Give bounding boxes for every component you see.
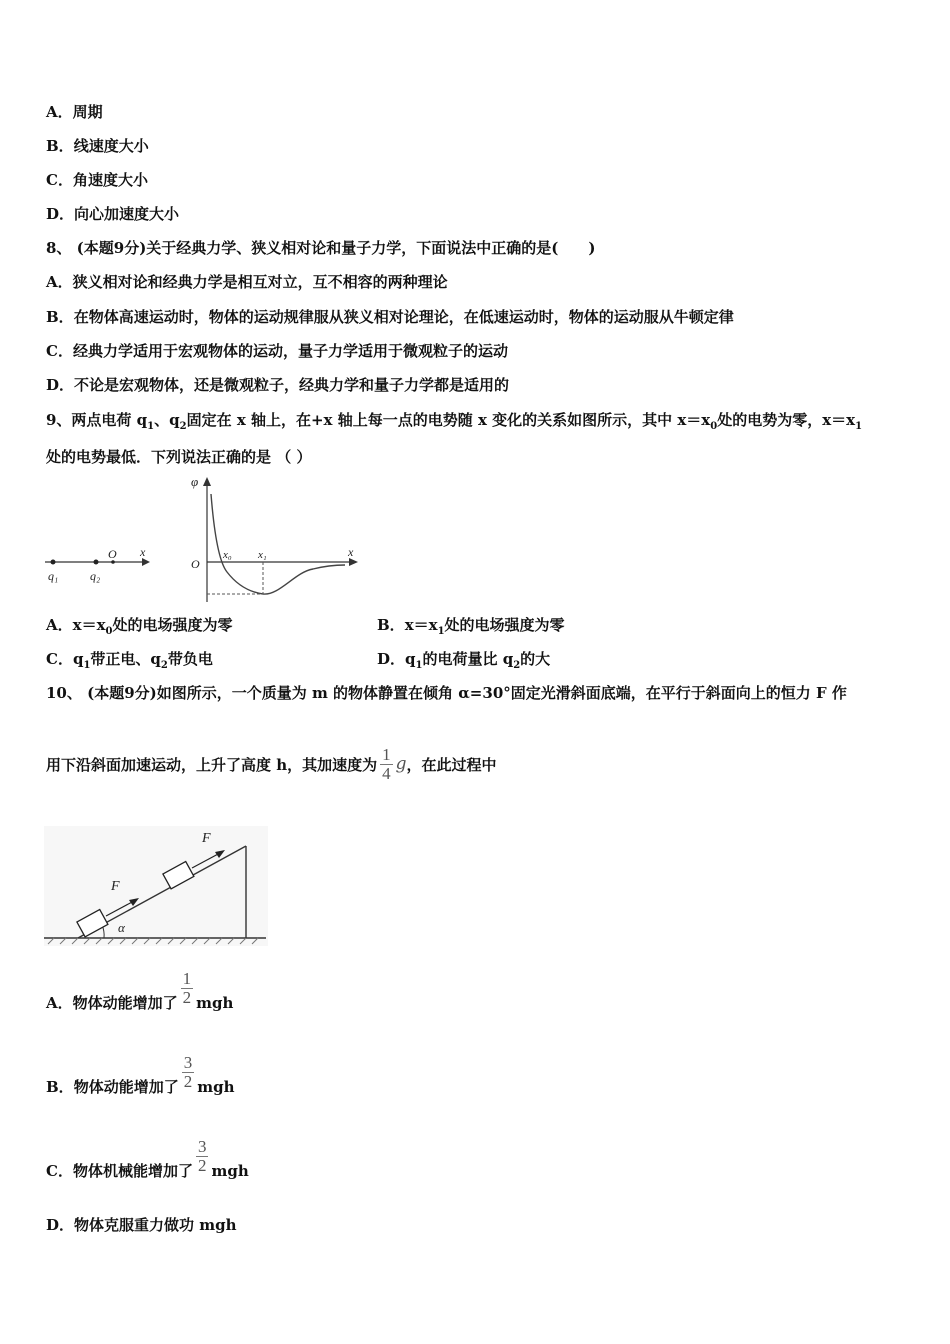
- phi-label: φ: [191, 474, 199, 489]
- q8-option-c: C．经典力学适用于宏观物体的运动，量子力学适用于微观粒子的运动: [46, 342, 508, 360]
- q10-option-b: B．物体动能增加了 $\frac{3}{2}$ mgh: [46, 1052, 235, 1096]
- q7-option-a: A．周期: [46, 103, 103, 121]
- alpha-label: α: [118, 920, 125, 935]
- accel-fraction: $\frac{1}{4}$: [382, 745, 391, 783]
- q9-option-c: C．$q_1$带正电、$q_2$带负电: [46, 650, 213, 671]
- q10-stem-line1: 10、 (本题9分)如图所示，一个质量为 m 的物体静置在倾角 α=30°固定光滑斜面底端，在平行于斜面向上的恒力 F 作: [46, 684, 847, 702]
- q9-option-d: D．$q_1$的电荷量比 $q_2$的大: [377, 650, 551, 671]
- potential-curve: [211, 494, 345, 594]
- force-label-top: F: [202, 831, 211, 846]
- q7-option-b: B．线速度大小: [46, 137, 149, 155]
- graph-x-label: x: [348, 545, 354, 559]
- q10-option-a: A．物体动能增加了 $\frac{1}{2}$ mgh: [46, 968, 234, 1012]
- origin-label: O: [108, 547, 117, 561]
- q10-option-d: D．物体克服重力做功 mgh: [46, 1216, 237, 1234]
- q10-incline-figure: [44, 826, 268, 946]
- graph-origin-label: O: [191, 557, 200, 571]
- q1-charge-dot: [51, 560, 56, 565]
- q8-option-b: B．在物体高速运动时，物体的运动规律服从狭义相对论理论，在低速运动时，物体的运动服从牛顿定律: [46, 308, 734, 326]
- x-axis-label: x: [140, 545, 146, 559]
- q8-option-a: A．狭义相对论和经典力学是相互对立，互不相容的两种理论: [46, 273, 448, 291]
- q2-label: q₂: [90, 569, 101, 583]
- q9-stem-line2: 处的电势最低．下列说法正确的是 （ ）: [46, 448, 312, 466]
- q7-option-c: C．角速度大小: [46, 171, 148, 189]
- q8-option-d: D．不论是宏观物体，还是微观粒子，经典力学和量子力学都是适用的: [46, 376, 510, 394]
- x1-label: x₁: [258, 549, 267, 561]
- x0-label: x₀: [223, 549, 232, 561]
- q8-stem: 8、 (本题9分)关于经典力学、狭义相对论和量子力学，下面说法中正确的是( ): [46, 239, 596, 257]
- q1-label: q₁: [48, 569, 59, 583]
- q9-potential-graph: [185, 472, 365, 604]
- q2-charge-dot: [94, 560, 99, 565]
- q10-option-c: C．物体机械能增加了 $\frac{3}{2}$ mgh: [46, 1136, 249, 1180]
- force-label-bottom: F: [111, 879, 120, 894]
- q7-option-d: D．向心加速度大小: [46, 205, 180, 223]
- q9-charge-axis-figure: [40, 540, 160, 585]
- q10-stem-line2: 用下沿斜面加速运动，上升了高度 h，其加速度为 $\frac{1}{4}$ g，在此过程中: [46, 745, 497, 783]
- q9-stem-line1: 9、两点电荷 $q_1$、$q_2$固定在 x 轴上，在+x 轴上每一点的电势随 x 变化的关系如图所示，其中 $x=x_0$处的电势为零，$x=x_1$: [46, 411, 863, 432]
- q9-option-b: B．$x=x_1$处的电场强度为零: [377, 616, 565, 637]
- q9-option-a: A．$x=x_0$处的电场强度为零: [46, 616, 233, 637]
